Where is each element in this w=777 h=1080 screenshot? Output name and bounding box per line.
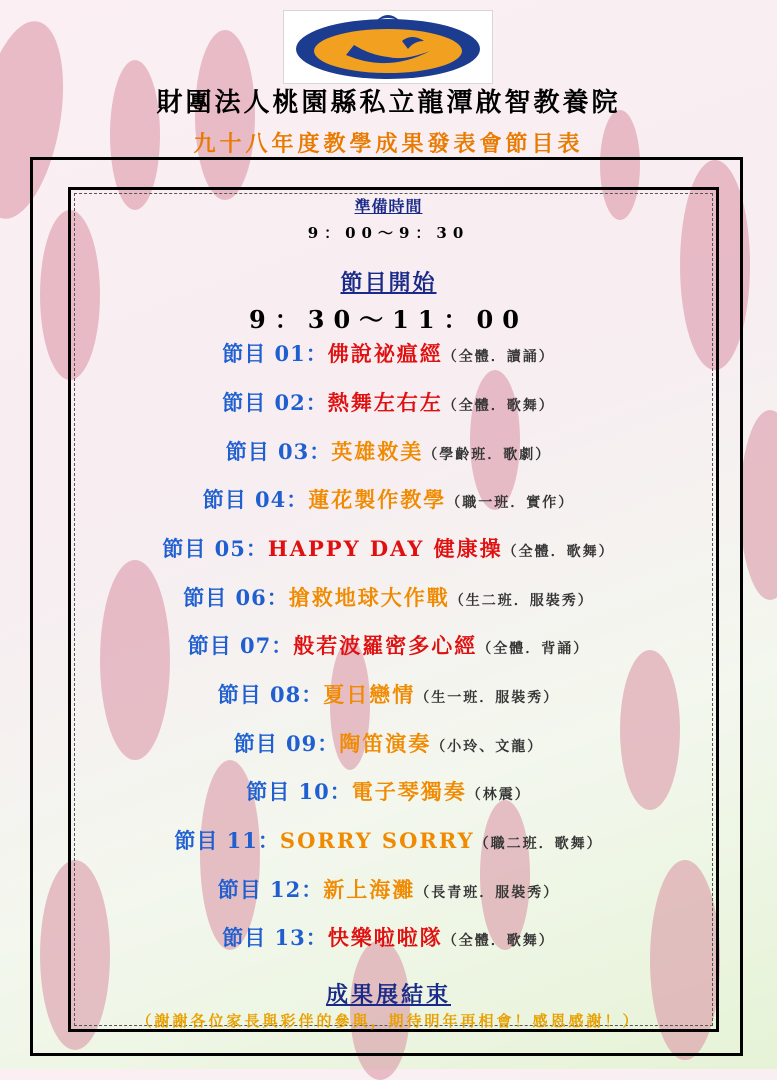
program-start-label: 節目開始: [340, 270, 437, 296]
program-item: [0, 874, 777, 904]
thanks-message: （謝謝各位家長與彩伴的參與，期待明年再相會！感恩感謝！）: [136, 1012, 641, 1030]
program-title: HAPPY DAY 健康操: [267, 536, 503, 561]
program-note: （全體．歌舞）: [442, 398, 555, 414]
program-item: [0, 533, 777, 563]
program-title: 電子琴獨奏: [351, 779, 467, 804]
program-title: 快樂啦啦隊: [327, 925, 443, 950]
program-number: 節目 03：: [225, 439, 332, 464]
program-title: 般若波羅密多心經: [293, 633, 478, 658]
program-number: 節目 11：: [174, 828, 280, 853]
program-title: 新上海灘: [323, 877, 416, 902]
prep-time-value: 9：00～9：30: [307, 224, 470, 242]
program-number: 節目 05：: [162, 536, 268, 561]
program-item: [0, 387, 777, 417]
program-item: [0, 776, 777, 806]
program-number: 節目 07：: [187, 633, 294, 658]
event-subtitle: 九十八年度教學成果發表會節目表: [193, 131, 584, 157]
program-end-label: 成果展結束: [325, 982, 451, 1008]
program-number: 節目 02：: [222, 390, 328, 415]
program-note: （全體．讀誦）: [442, 349, 555, 365]
prep-time-label: 準備時間: [354, 197, 423, 216]
program-item: [0, 922, 777, 952]
program-title: 熱舞左右左: [327, 390, 443, 415]
program-note: （全體．歌舞）: [502, 544, 615, 560]
program-note: （生一班．服裝秀）: [415, 690, 560, 706]
logo-emblem-icon: [284, 11, 492, 83]
program-title: SORRY SORRY: [279, 828, 475, 853]
program-item: [0, 484, 777, 514]
program-time-value: 9：30～11：00: [249, 305, 528, 334]
logo: [283, 10, 493, 84]
program-note: （長青班．服裝秀）: [415, 885, 560, 901]
program-number: 節目 09：: [233, 731, 340, 756]
program-number: 節目 10：: [246, 779, 352, 804]
program-note: （生二班．服裝秀）: [449, 593, 594, 609]
program-note: （職一班．實作）: [446, 495, 575, 511]
program-number: 節目 13：: [222, 925, 328, 950]
program-note: （小玲、文龍）: [431, 739, 544, 755]
program-item: [0, 630, 777, 660]
program-number: 節目 06：: [183, 585, 289, 610]
program-title: 夏日戀情: [323, 682, 416, 707]
program-item: [0, 436, 777, 466]
program-title: 陶笛演奏: [339, 731, 432, 756]
program-title: 英雄救美: [331, 439, 424, 464]
program-item: [0, 728, 777, 758]
program-number: 節目 01：: [222, 341, 328, 366]
program-item: [0, 679, 777, 709]
program-number: 節目 12：: [217, 877, 324, 902]
program-note: （職二班．歌舞）: [474, 836, 603, 852]
program-note: （林震）: [466, 787, 531, 803]
program-title: 蓮花製作教學: [308, 487, 447, 512]
program-item: [0, 825, 777, 855]
program-item: [0, 582, 777, 612]
program-note: （全體．背誦）: [477, 641, 590, 657]
program-number: 節目 08：: [217, 682, 324, 707]
program-item: [0, 338, 777, 368]
program-title: 佛說祕瘟經: [327, 341, 443, 366]
program-title: 搶救地球大作戰: [288, 585, 450, 610]
program-note: （學齡班．歌劇）: [423, 447, 552, 463]
program-number: 節目 04：: [202, 487, 309, 512]
organization-name: 財團法人桃園縣私立龍潭啟智教養院: [156, 88, 621, 118]
program-note: （全體．歌舞）: [442, 933, 555, 949]
